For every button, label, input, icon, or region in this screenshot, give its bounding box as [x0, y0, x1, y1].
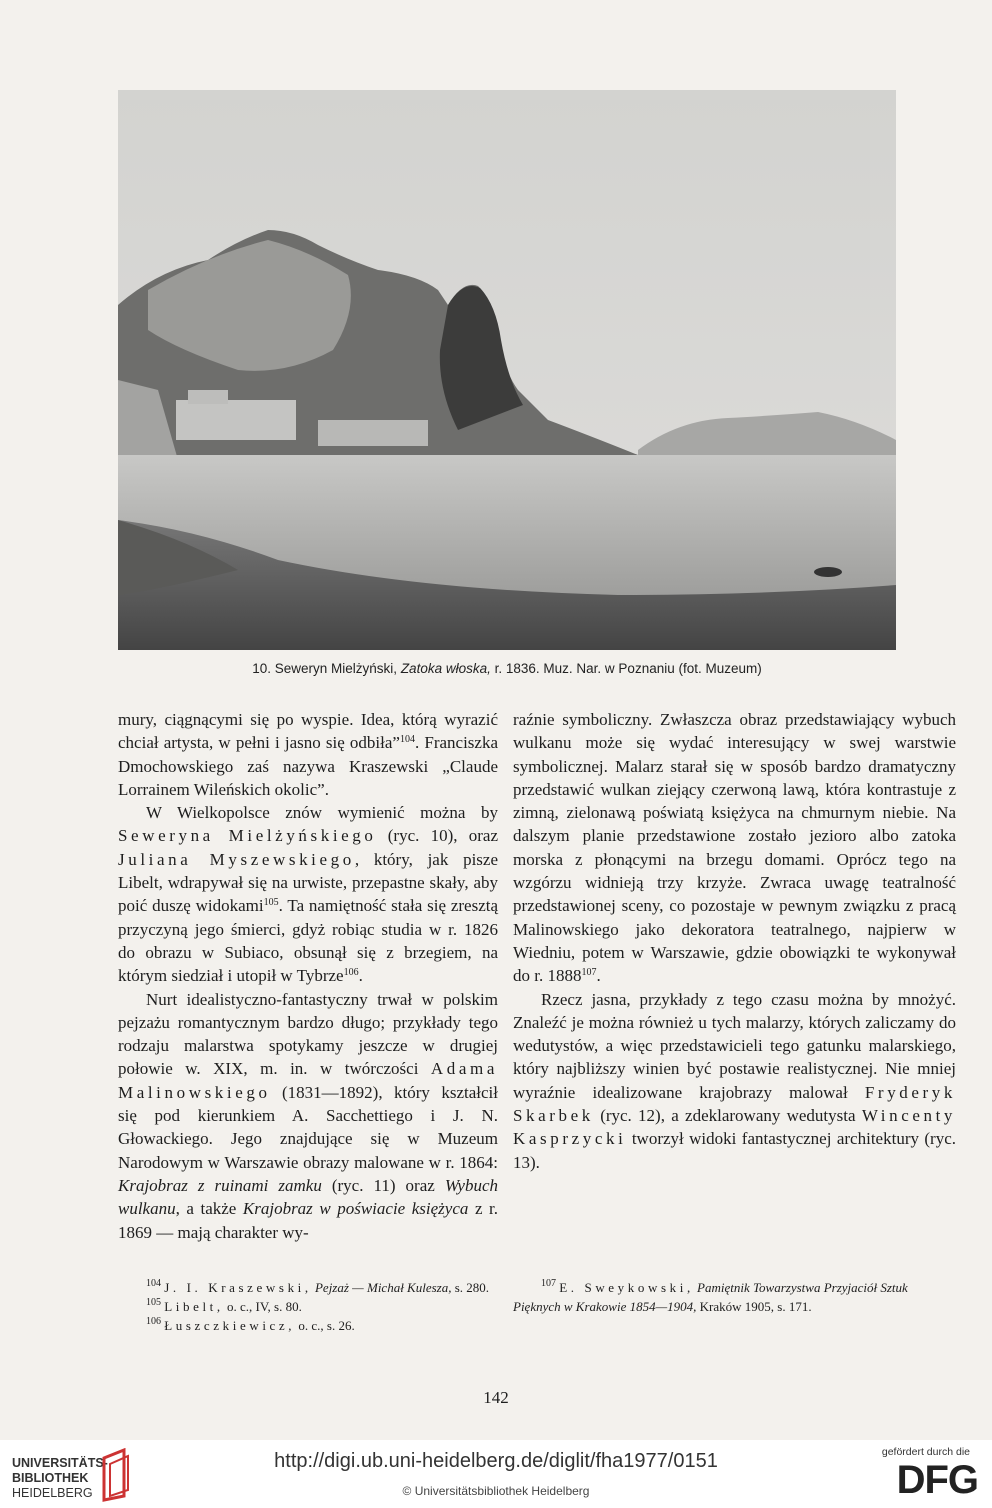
copyright-notice: © Universitätsbibliothek Heidelberg [402, 1484, 590, 1498]
footnote-ref[interactable]: 105 [263, 897, 279, 909]
library-logo-text[interactable]: UNIVERSITÄTS- BIBLIOTHEK HEIDELBERG [12, 1456, 108, 1500]
person-name: Juliana Myszewskiego [118, 849, 355, 869]
footnotes-left [118, 1278, 498, 1335]
paragraph: Rzecz jasna, przykłady z tego czasu można by mnożyć. Znaleźć je można również u tych malarzy, których zaliczamy do wedutystów, a więc przedstawicieli tego gatunku malarskiego, który najbliższy winien być postawie realistycznej. Nie mniej wyraźnie idealizowane krajobrazy malował Fryderyk Skarbek (ryc. 12), a zdeklarowany wedutysta Wincenty Kasprzycki tworzył widoki fantastycznej architektury (ryc. 13). [513, 989, 957, 1172]
artwork-title: Krajobraz z ruinami zamku [118, 1175, 322, 1195]
person-name: Adama Malinowskiego [118, 1059, 498, 1102]
person-name: Wincenty Kasprzycki [513, 1106, 957, 1149]
footnote-ref[interactable]: 107 [581, 967, 597, 979]
footer-bar [0, 1440, 992, 1508]
caption-details: r. 1836. Muz. Nar. w Poznaniu (fot. Muzeum) [494, 661, 762, 676]
left-text-column [118, 708, 498, 1244]
paragraph: raźnie symboliczny. Zwłaszcza obraz przedstawiający wybuch wulkanu może się wydać interesujący w swej warstwie symbolicznej. Malarz starał się w sposób bardzo dramatyczny przedstawić wulkan ziejący czerwoną lawą, która kontrastuje z zimną, zielonawą poświatą księżyca na chmurnym niebie. Na dalszym planie przedstawione zostało jezioro albo zatoka morska z płonącymi na brzegu domami. Oprócz tego na wzgórzu widnieją trzy krzyże. Zwraca uwagę teatralność przedstawionej sceny, co pozostaje w pewnym związku z pracą Malinowskiego jako dekoratora teatralnego, najpierw w Wiedniu, potem w Warszawie, gdzie obowiązki te wykonywał do r. 1888$^{107}$. [513, 710, 956, 986]
paragraph: Nurt idealistyczno-fantastyczny trwał w polskim pejzażu romantycznym bardzo długo; przykłady tego rodzaju malarstwa spotykamy jeszcze w drugiej połowie w. XIX, m. in. w twórczości Adama Malinowskiego (1831—1892), który kształcił się pod kierunkiem A. Sacchettiego i J. N. Głowackiego. Jego znajdujące się w Muzeum Narodowym w Warszawie obrazy malowane w r. 1864: Krajobraz z ruinami zamku (ryc. 11) oraz Wybuch wulkanu, a także Krajobraz w poświacie księżyca z r. 1869 — mają charakter wy- [118, 989, 499, 1242]
painting-illustration [118, 90, 896, 650]
footnotes-right [513, 1278, 956, 1316]
caption-artist: 10. Seweryn Mielżyński, [252, 661, 398, 676]
funding-label: gefördert durch die [881, 1446, 970, 1458]
paragraph: W Wielkopolsce znów wymienić można by Seweryna Mielżyńskiego (ryc. 10), oraz Juliana Myszewskiego, który, jak pisze Libelt, wdrapywał się na urwiste, przepastne skały, aby poić duszę widokami$^{105}$. Ta namiętność stała się zresztą przyczyną jego śmierci, gdyż robiąc studia w r. 1826 do obrazu w Subiaco, obsunął się z brzegiem, na którym siedział i utopił w Tybrze$^{106}$. [118, 803, 499, 986]
footnote: $^{104}$ J. I. Kraszewski, Pejzaż — Michał Kulesza, s. 280. [146, 1278, 490, 1295]
person-name: Seweryna Mielżyńskiego [118, 826, 377, 846]
dfg-logo[interactable]: DFG [896, 1458, 978, 1502]
figure-caption [118, 661, 896, 676]
footnote: $^{106}$ Łuszczkiewicz, o. c., s. 26. [146, 1316, 355, 1333]
artwork-title: Wybuch wulkanu [118, 1175, 499, 1219]
person-name: Fryderyk Skarbek [513, 1082, 956, 1126]
footnote: $^{107}$ E. Sweykowski, Pamiętnik Towarzystwa Przyjaciół Sztuk Pięknych w Krakowie 1854—1904, Kraków 1905, s. 171. [513, 1278, 908, 1314]
footnote: $^{105}$ Libelt, o. c., IV, s. 80. [146, 1297, 302, 1314]
paragraph: mury, ciągnącymi się po wyspie. Idea, którą wyrazić chciał artysta, w pełni i jasno się odbiła”$^{104}$. Franciszka Dmochowskiego zaś nazywa Kraszewski „Claude Lorrainem Wileńskich okolic”. [118, 710, 498, 799]
footnote-ref[interactable]: 104 [399, 734, 415, 746]
page-number: 142 [483, 1388, 509, 1407]
document-url-link[interactable]: http://digi.ub.uni-heidelberg.de/diglit/fha1977/0151 [274, 1450, 718, 1472]
caption-title: Zatoka włoska, [400, 661, 491, 676]
right-text-column [513, 708, 956, 1174]
footnote-ref[interactable]: 106 [343, 967, 359, 979]
artwork-title: Krajobraz w poświacie księżyca [242, 1199, 469, 1219]
